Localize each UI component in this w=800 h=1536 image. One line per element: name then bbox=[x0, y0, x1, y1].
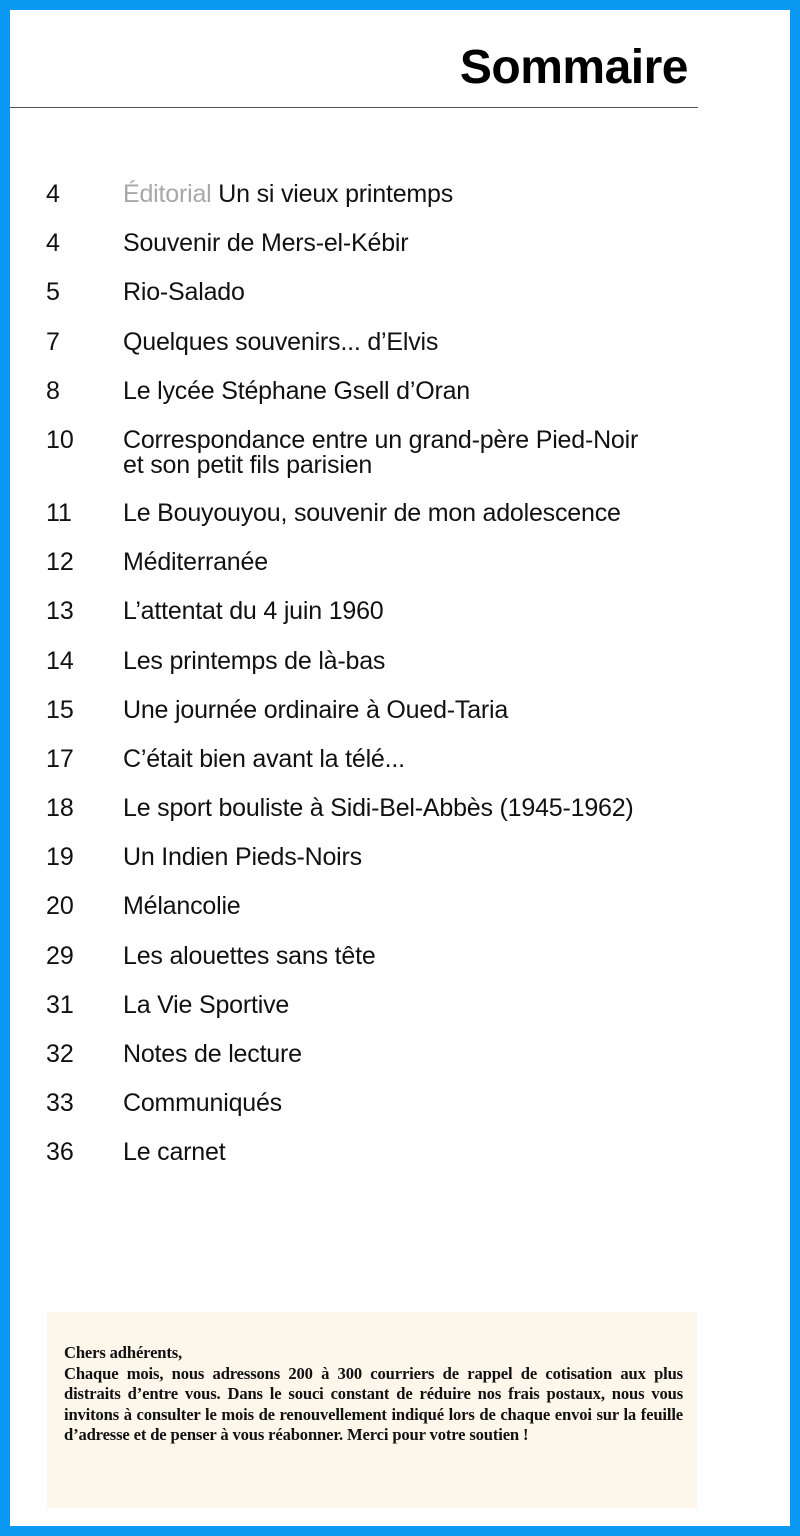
toc-item[interactable] bbox=[46, 696, 706, 745]
toc-title: Les printemps de là-bas bbox=[123, 646, 386, 675]
toc-title: Communiqués bbox=[123, 1089, 282, 1118]
table-of-contents bbox=[46, 180, 706, 1188]
toc-page-number: 14 bbox=[46, 646, 74, 675]
toc-item[interactable] bbox=[46, 597, 706, 646]
notice-body: Chaque mois, nous adressons 200 à 300 courriers de rappel de cotisation aux plus distraits d’entre vous. Dans le souci constant de réduire nos frais postaux, nous vous invitons à consulter le mois de renouvellement indiqué lors de chaque envoi sur la feuille d’adresse et de penser à vous réabonner. Merci pour votre soutien ! bbox=[64, 1363, 683, 1445]
toc-item[interactable] bbox=[46, 942, 706, 991]
toc-page-number: 18 bbox=[46, 794, 74, 823]
toc-item[interactable] bbox=[46, 794, 706, 843]
membership-notice-box bbox=[47, 1312, 697, 1508]
toc-title: C’était bien avant la télé... bbox=[123, 744, 405, 773]
toc-item[interactable] bbox=[46, 328, 706, 377]
toc-item[interactable] bbox=[46, 843, 706, 892]
toc-page-number: 4 bbox=[46, 229, 60, 258]
toc-title: L’attentat du 4 juin 1960 bbox=[123, 597, 384, 626]
toc-item[interactable] bbox=[46, 229, 706, 278]
toc-title: Le Bouyouyou, souvenir de mon adolescence bbox=[123, 498, 621, 527]
toc-page-number: 32 bbox=[46, 1040, 74, 1068]
toc-title-line-1: Correspondance entre un grand-père Pied-Noir bbox=[123, 425, 639, 454]
toc-page-number: 10 bbox=[46, 425, 74, 454]
toc-page-number: 36 bbox=[46, 1138, 74, 1167]
toc-title-line-2: et son petit fils parisien bbox=[123, 450, 373, 479]
toc-title: Quelques souvenirs... d’Elvis bbox=[123, 327, 439, 356]
toc-page-number: 12 bbox=[46, 548, 74, 577]
toc-item[interactable] bbox=[46, 892, 706, 941]
toc-item[interactable] bbox=[46, 647, 706, 696]
toc-page-number: 29 bbox=[46, 941, 74, 970]
toc-title: Mélancolie bbox=[123, 892, 241, 921]
toc-item[interactable] bbox=[46, 180, 706, 229]
toc-page-number: 15 bbox=[46, 695, 74, 724]
toc-page-number: 11 bbox=[46, 498, 72, 527]
toc-title: Notes de lecture bbox=[123, 1040, 302, 1068]
toc-title: Les alouettes sans tête bbox=[123, 941, 376, 970]
toc-title: Le lycée Stéphane Gsell d’Oran bbox=[123, 376, 470, 405]
toc-item[interactable] bbox=[46, 499, 706, 548]
toc-title: La Vie Sportive bbox=[123, 990, 290, 1019]
toc-item[interactable] bbox=[46, 377, 706, 426]
toc-title bbox=[123, 180, 453, 207]
toc-title: Souvenir de Mers-el-Kébir bbox=[123, 229, 409, 258]
toc-kicker: Éditorial bbox=[123, 180, 212, 208]
toc-page-number: 8 bbox=[46, 376, 60, 405]
toc-title: Le carnet bbox=[123, 1138, 226, 1167]
toc-page-number: 19 bbox=[46, 843, 74, 872]
toc-item[interactable] bbox=[46, 548, 706, 597]
toc-item[interactable] bbox=[46, 745, 706, 794]
toc-page-number: 4 bbox=[46, 180, 60, 208]
toc-title: Une journée ordinaire à Oued-Taria bbox=[123, 695, 509, 724]
toc-page-number: 31 bbox=[46, 990, 74, 1019]
toc-item[interactable] bbox=[46, 1040, 706, 1089]
title-divider bbox=[10, 107, 698, 108]
toc-page-number: 17 bbox=[46, 744, 74, 773]
page-title: Sommaire bbox=[459, 41, 688, 94]
toc-title: Le sport bouliste à Sidi-Bel-Abbès (1945-1962) bbox=[123, 794, 634, 823]
toc-item[interactable] bbox=[46, 278, 706, 327]
toc-title: Un Indien Pieds-Noirs bbox=[123, 843, 362, 872]
toc-title-text: Un si vieux printemps bbox=[218, 180, 454, 208]
toc-page-number: 33 bbox=[46, 1089, 74, 1118]
toc-title: Rio-Salado bbox=[123, 278, 245, 307]
toc-item[interactable] bbox=[46, 426, 706, 499]
toc-page-number: 13 bbox=[46, 597, 74, 626]
toc-item[interactable] bbox=[46, 991, 706, 1040]
notice-greeting: Chers adhérents, bbox=[64, 1343, 183, 1362]
toc-title: Méditerranée bbox=[123, 548, 268, 577]
toc-item[interactable] bbox=[46, 1138, 706, 1187]
toc-page-number: 20 bbox=[46, 892, 74, 921]
toc-item[interactable] bbox=[46, 1089, 706, 1138]
toc-title bbox=[123, 426, 638, 478]
toc-page-number: 7 bbox=[46, 327, 60, 356]
toc-page-number: 5 bbox=[46, 278, 60, 307]
page bbox=[10, 10, 790, 1526]
